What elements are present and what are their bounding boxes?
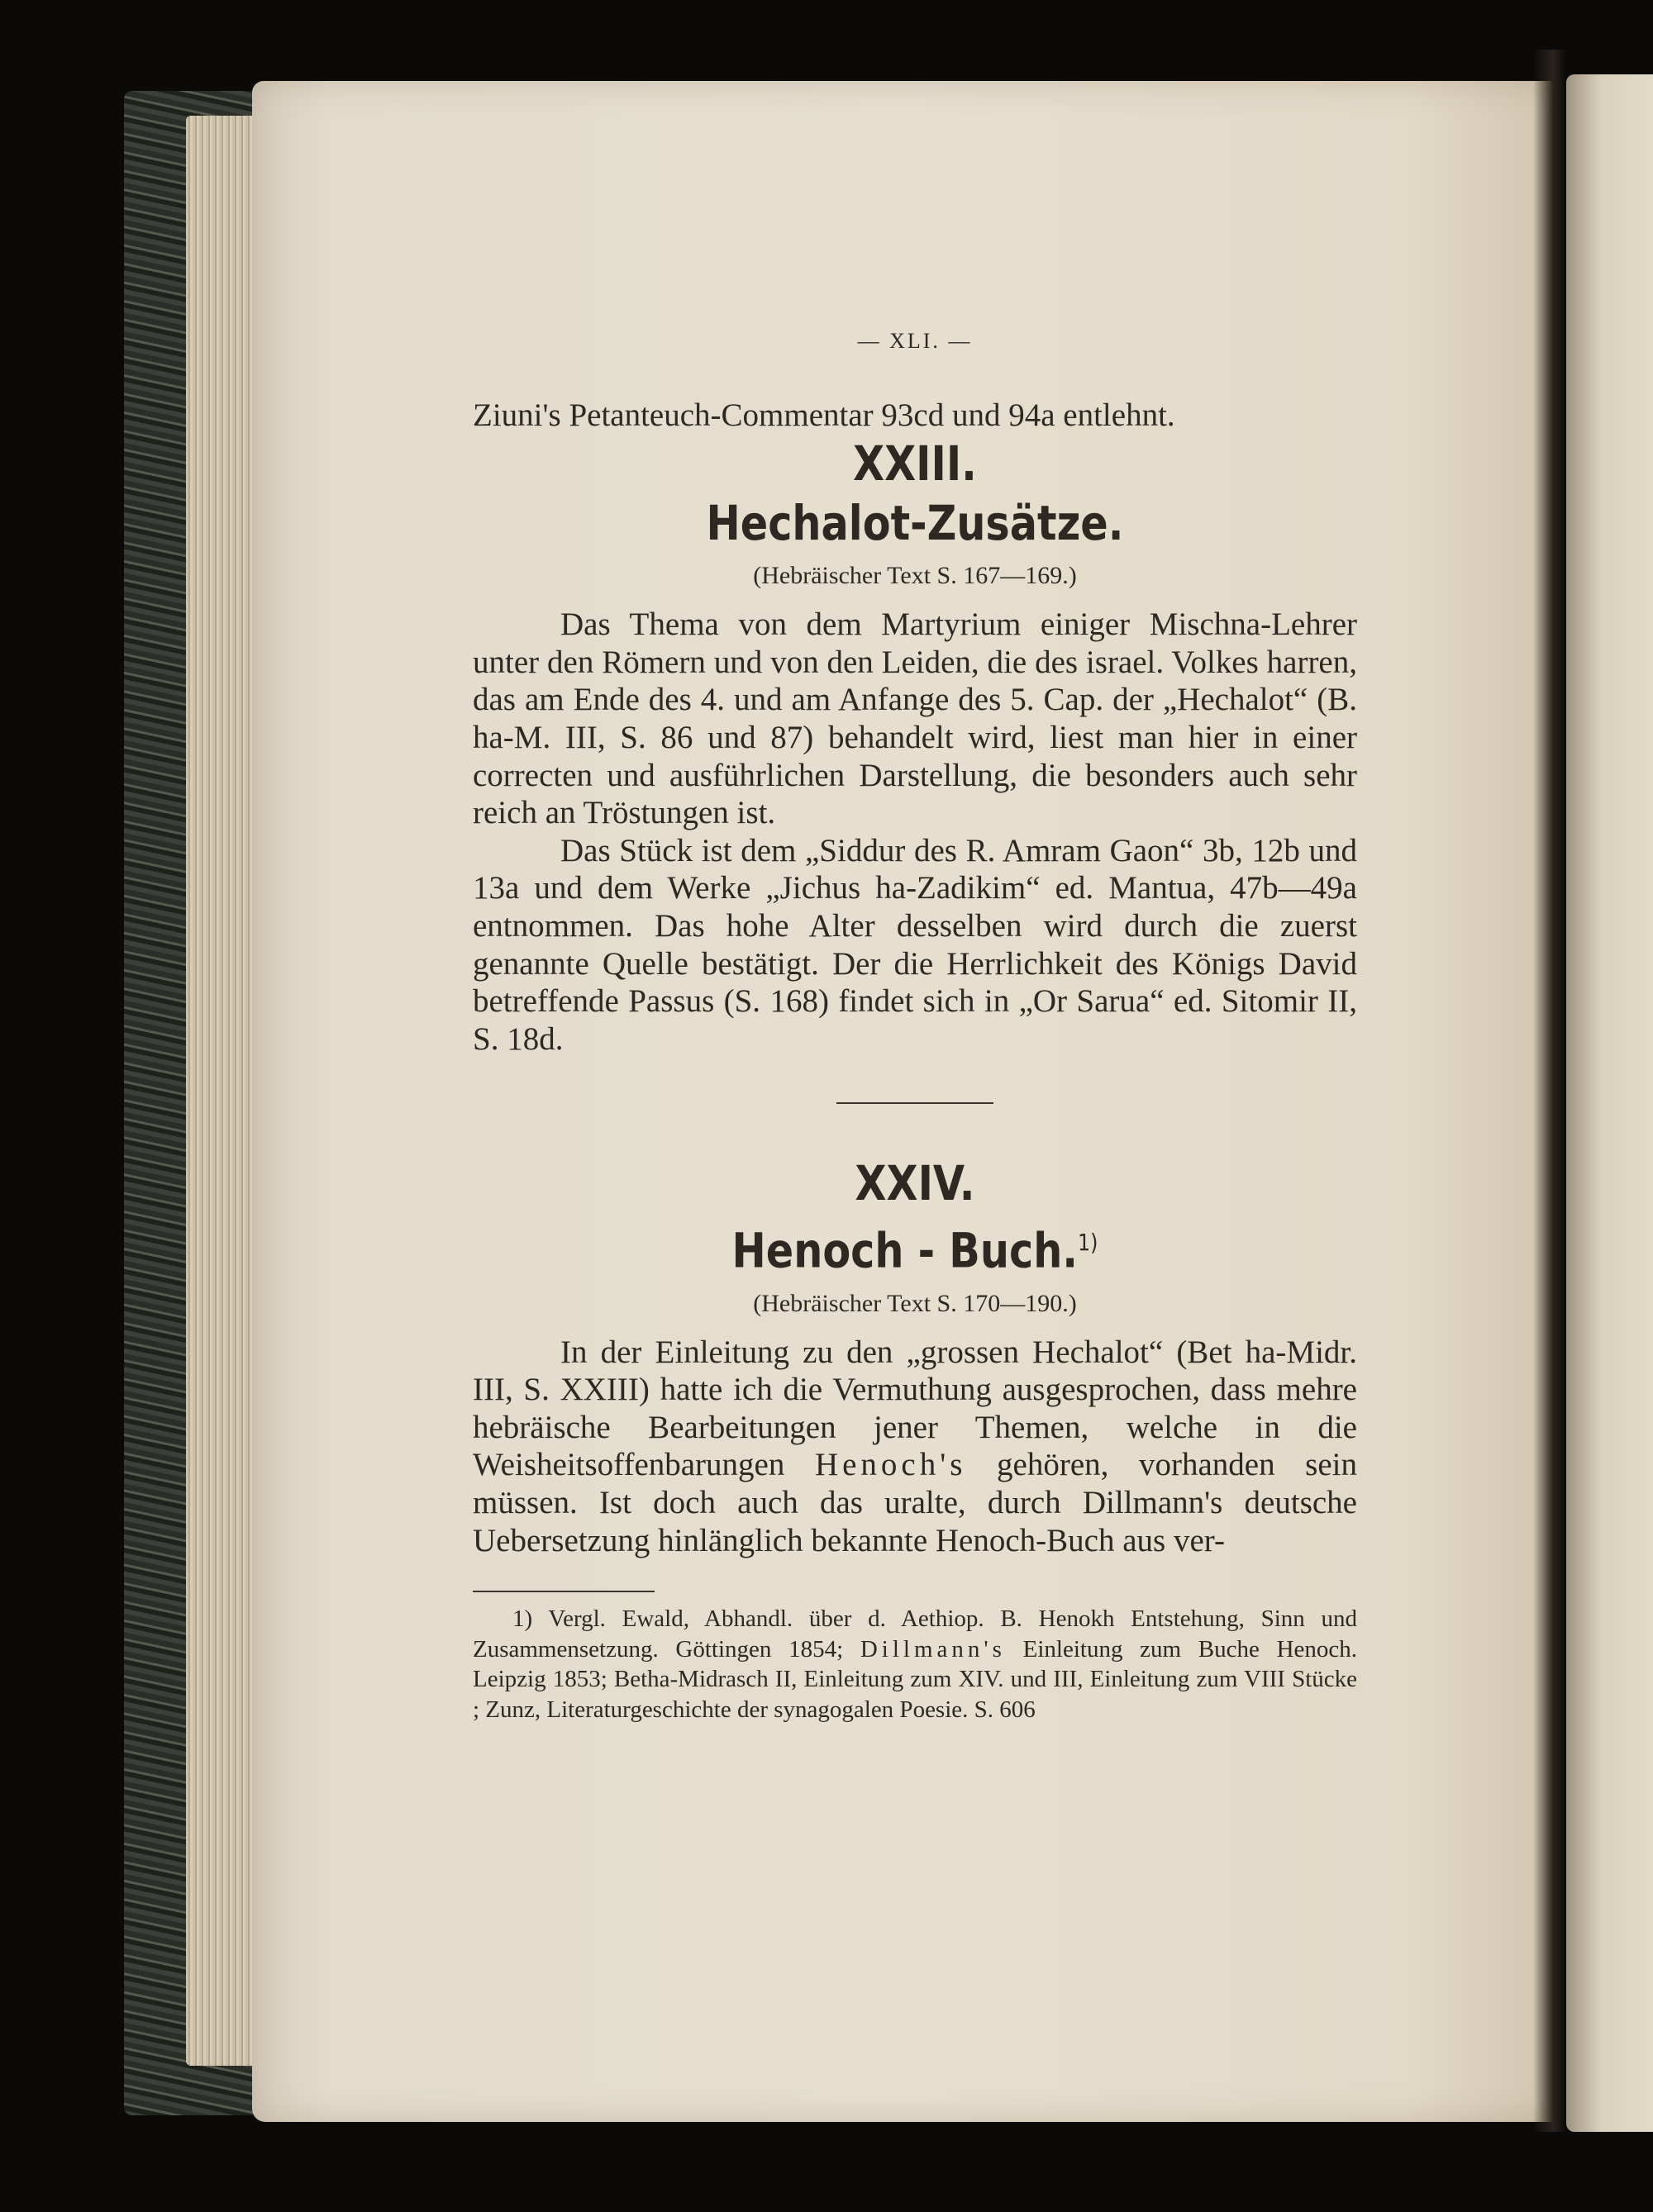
footnote-text: Einleitung zum Buche Henoch. Leipzig 1853; Betha-Midrasch II, Einleitung zum XIV. und III, Einleitung zum VIII Stücke ; Zunz, Literaturgeschichte der synagogalen Poesie. S. 606 (473, 1635, 1357, 1723)
section-divider (836, 1102, 993, 1104)
footnote-marker: 1) (512, 1605, 533, 1633)
section-title: Hechalot-Zusätze. (706, 495, 1124, 552)
section-number: XXIV. (855, 1155, 975, 1212)
spaced-name: Henoch's (814, 1447, 967, 1483)
section-xxiv (473, 1154, 1357, 1559)
facing-page-edge (1566, 74, 1653, 2132)
spaced-name: Dillmann's (860, 1635, 1006, 1663)
body-paragraph: Das Stück ist dem „Siddur des R. Amram Gaon“ 3b, 12b und 13a und dem Werke „Jichus ha-Zadikim“ ed. Mantua, 47b—49a entnommen. Das hohe Alter desselben wird durch die zuerst genannte Quelle bestätigt. Der die Herrlichkeit des Königs David betreffende Passus (S. 168) findet sich in „Or Sarua“ ed. Sitomir II, S. 18d. (473, 832, 1357, 1057)
source-reference: (Hebräischer Text S. 170—190.) (753, 1289, 1077, 1317)
footnote-ref: 1) (1078, 1229, 1098, 1257)
page-content (473, 322, 1357, 1724)
intro-paragraph: Ziuni's Petanteuch-Commentar 93cd und 94a entlehnt. (473, 397, 1175, 433)
footnote (473, 1604, 1357, 1724)
section-title-text: Henoch - Buch. (731, 1222, 1079, 1279)
paragraph-text: In der Einleitung zu den „grossen Hechalot“ (Bet ha-Midr. III, S. XXIII) hatte ich die Vermuthung ausgesprochen, dass mehre hebräische Bearbeitungen jener Themen, welche in die Weisheitsoffenbarungen (473, 1334, 1357, 1483)
section-title (539, 1213, 1291, 1280)
footnote-rule (473, 1591, 655, 1592)
source-reference: (Hebräischer Text S. 167—169.) (753, 562, 1077, 590)
running-head: — XLI. — (857, 329, 973, 353)
footnote-text: Vergl. Ewald, Abhandl. über d. Aethiop. B. Henokh Entstehung, Sinn und Zusammensetzung. Göttingen 1854; (473, 1605, 1357, 1663)
body-paragraph (473, 1334, 1357, 1560)
section-number: XXIII. (853, 435, 977, 492)
paragraph-text: gehören, vorhanden sein müssen. Ist doch auch das uralte, durch Dillmann's deutsche Uebersetzung hinlänglich bekannte Henoch-Buch aus ver- (473, 1447, 1358, 1558)
section-xxiii (473, 434, 1357, 1058)
book-gutter (1533, 50, 1566, 2132)
body-paragraph: Das Thema von dem Martyrium einiger Mischna-Lehrer unter den Römern und von den Leiden, die des israel. Volkes harren, das am Ende des 4. und am Anfange des 5. Cap. der „Hechalot“ (B. ha-M. III, S. 86 und 87) behandelt wird, liest man hier in einer correcten und ausführlichen Darstellung, die besonders auch sehr reich an Tröstungen ist. (473, 607, 1357, 831)
